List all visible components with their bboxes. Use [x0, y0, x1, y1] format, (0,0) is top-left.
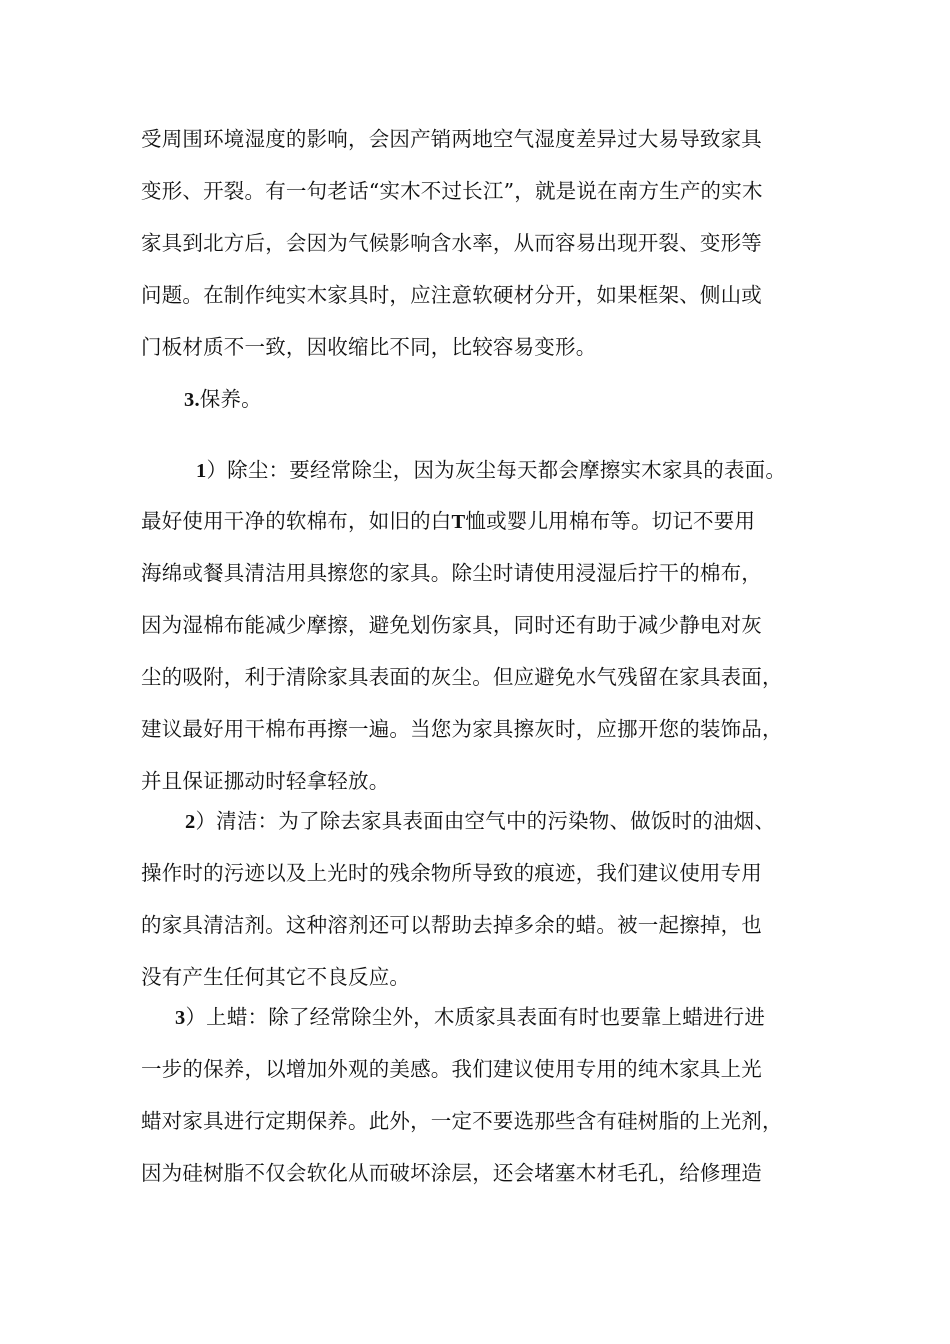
item3-line: 一步的保养，以增加外观的美感。我们建议使用专用的纯木家具上光 — [141, 1057, 762, 1081]
section-heading-text: 保养。 — [199, 387, 262, 411]
item1-line: 尘的吸附，利于清除家具表面的灰尘。但应避免水气残留在家具表面， — [141, 665, 783, 689]
item1-line2-bold: T — [451, 511, 466, 533]
item1-second-line — [141, 506, 841, 537]
item1-line2-before: 最好使用干净的软棉布，如旧的白 — [141, 509, 452, 533]
item2-first-line — [185, 806, 885, 837]
item1-line: 海绵或餐具清洁用具擦您的家具。除尘时请使用浸湿后拧干的棉布， — [141, 561, 762, 585]
paragraph-line: 问题。在制作纯实木家具时，应注意软硬材分开，如果框架、侧山或 — [141, 283, 762, 307]
section-number: 3. — [184, 389, 200, 411]
item3-number: 3 — [175, 1007, 186, 1029]
item2-line1-text: ）清洁：为了除去家具表面由空气中的污染物、做饭时的油烟、 — [195, 809, 776, 833]
item1-line: 因为湿棉布能减少摩擦，避免划伤家具，同时还有助于减少静电对灰 — [141, 613, 762, 637]
item1-line2-after: 恤或婴儿用棉布等。切记不要用 — [465, 509, 756, 533]
section-heading — [184, 384, 884, 415]
item1-line1-text: ）除尘：要经常除尘，因为灰尘每天都会摩擦实木家具的表面。 — [206, 458, 787, 482]
paragraph-line: 受周围环境湿度的影响，会因产销两地空气湿度差异过大易导致家具 — [141, 127, 762, 151]
paragraph-line: 变形、开裂。有一句老话“实木不过长江”，就是说在南方生产的实木 — [141, 179, 763, 203]
item1-line: 并且保证挪动时轻拿轻放。 — [141, 769, 390, 793]
item3-first-line — [175, 1002, 875, 1033]
item2-line: 的家具清洁剂。这种溶剂还可以帮助去掉多余的蜡。被一起擦掉，也 — [141, 913, 762, 937]
item3-line: 蜡对家具进行定期保养。此外，一定不要选那些含有硅树脂的上光剂， — [141, 1109, 783, 1133]
item3-line1-text: ）上蜡：除了经常除尘外，木质家具表面有时也要靠上蜡进行进 — [185, 1005, 766, 1029]
item1-number: 1 — [196, 460, 207, 482]
item1-first-line — [196, 455, 896, 486]
paragraph-line: 家具到北方后，会因为气候影响含水率，从而容易出现开裂、变形等 — [141, 231, 762, 255]
item1-line: 建议最好用干棉布再擦一遍。当您为家具擦灰时，应挪开您的装饰品， — [141, 717, 783, 741]
item2-number: 2 — [185, 811, 196, 833]
paragraph-line: 门板材质不一致，因收缩比不同，比较容易变形。 — [141, 335, 597, 359]
item2-line: 操作时的污迹以及上光时的残余物所导致的痕迹，我们建议使用专用 — [141, 861, 762, 885]
item3-line: 因为硅树脂不仅会软化从而破坏涂层，还会堵塞木材毛孔，给修理造 — [141, 1161, 762, 1185]
item2-line: 没有产生任何其它不良反应。 — [141, 965, 411, 989]
